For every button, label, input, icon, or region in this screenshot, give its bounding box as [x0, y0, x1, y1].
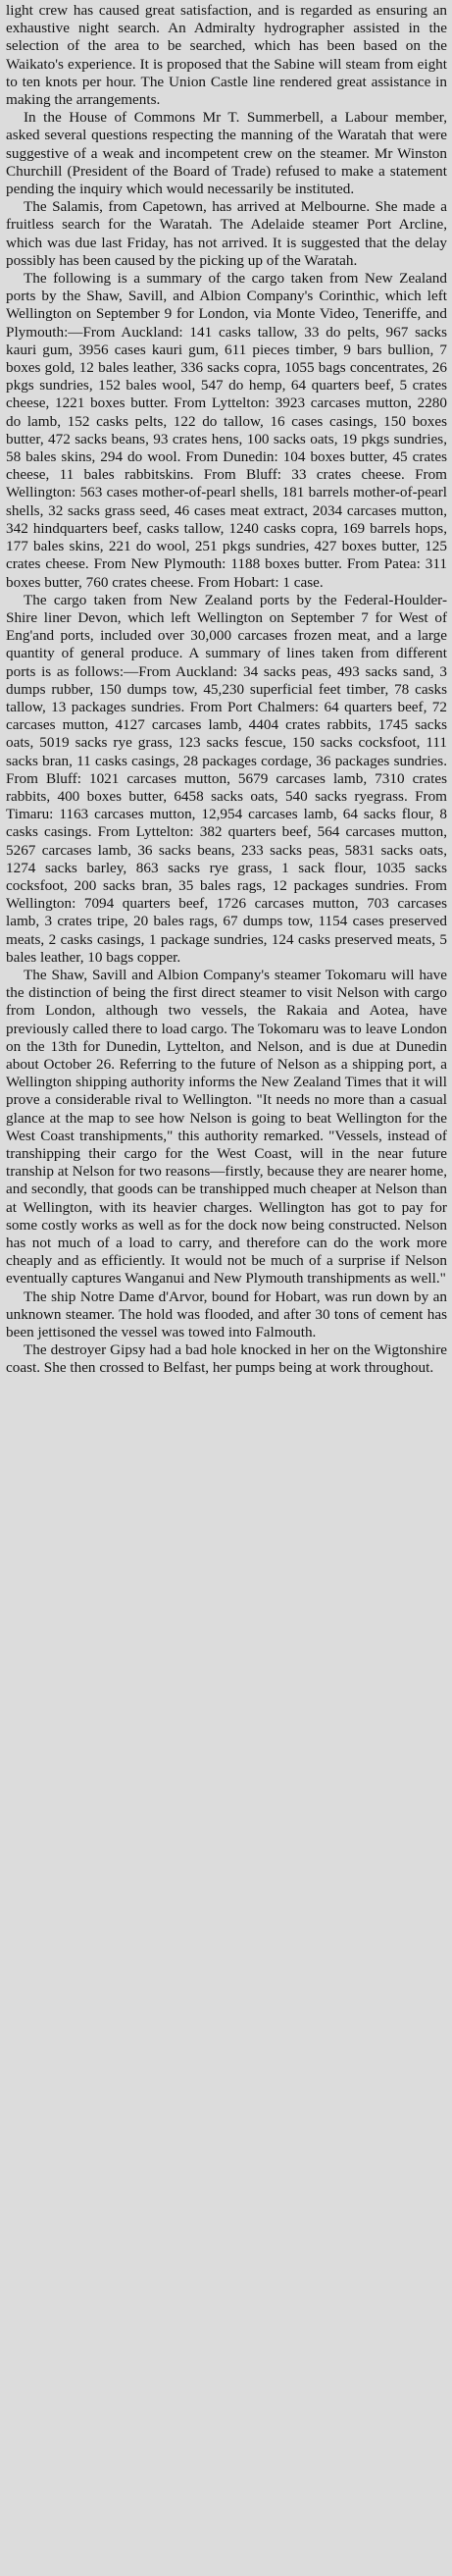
article-paragraph-devon-cargo: The cargo taken from New Zealand ports by the Federal-Houlder-Shire liner Devon, which left Wellington on September 7 for West of Eng'and ports, included over 30,000 carcases frozen meat, and a large quantity of general produce. A summary of lines taken from different ports is as follows:—From Auckland: 34 sacks peas, 493 sacks sand, 3 dumps rubber, 150 dumps tow, 45,230 superficial feet timber, 78 casks tallow, 13 packages sundries. From Port Chalmers: 64 quarters beef, 72 carcases mutton, 4127 carcases lamb, 4404 crates rabbits, 1745 sacks oats, 5019 sacks rye grass, 123 sacks fescue, 150 sacks cocksfoot, 111 sacks bran, 11 casks casings, 28 packages cordage, 36 packages sundries. From Bluff: 1021 carcases mutton, 5679 carcases lamb, 7310 crates rabbits, 400 boxes butter, 6458 sacks oats, 540 sacks ryegrass. From Timaru: 1163 carcases mutton, 12,954 carcases lamb, 64 sacks flour, 8 casks casings. From Lyttelton: 382 quarters beef, 564 carcases mutton, 5267 carcases lamb, 36 sacks beans, 233 sacks peas, 5831 sacks oats, 1274 sacks barley, 863 sacks rye grass, 1 sack flour, 1035 sacks cocksfoot, 200 sacks bran, 35 bales rags, 12 packages sundries. From Wellington: 7094 quarters beef, 1726 carcases mutton, 703 carcases lamb, 3 crates tripe, 20 bales rags, 67 dumps tow, 1154 cases preserved meats, 2 casks casings, 1 package sundries, 124 casks preserved meats, 5 bales leather, 10 bags copper. — [6, 591, 447, 966]
article-paragraph-tokomaru-nelson: The Shaw, Savill and Albion Company's steamer Tokomaru will have the distinction of being the first direct steamer to visit Nelson with cargo from London, although two vessels, the Rakaia and Aotea, have previously called there to load cargo. The Tokomaru was to leave London on the 13th for Dunedin, Lyttelton, and Nelson, and is due at Dunedin about October 26. Referring to the future of Nelson as a shipping port, a Wellington shipping authority informs the New Zealand Times that it will prove a considerable rival to Wellington. "It needs no more than a casual glance at the map to see how Nelson is going to beat Wellington for the West Coast transhipments," this authority remarked. "Vessels, instead of transhipping their cargo for the West Coast, will in the near future tranship at Nelson for two reasons—firstly, because they are nearer home, and secondly, that goods can be transhipped much cheaper at Nelson than at Wellington, with its heavier charges. Wellington has got to pay for some costly works as well as for the dock now being constructed. Nelson has not much of a load to carry, and therefore can do the work more cheaply and as efficiently. It would not be much of a surprise if Nelson eventually captures Wanganui and New Plymouth transhipments as well." — [6, 966, 447, 1288]
article-paragraph-house-of-commons: In the House of Commons Mr T. Summerbell, a Labour member, asked several questions respecting the manning of the Waratah that were suggestive of a weak and incompetent crew on the steamer. Mr Winston Churchill (President of the Board of Trade) refused to make a statement pending the inquiry which would necessarily be instituted. — [6, 109, 447, 198]
article-paragraph-notre-dame: The ship Notre Dame d'Arvor, bound for Hobart, was run down by an unknown steamer. The hold was flooded, and after 30 tons of cement has been jettisoned the vessel was towed into Falmouth. — [6, 1288, 447, 1341]
article-paragraph-corinthic-cargo: The following is a summary of the cargo taken from New Zealand ports by the Shaw, Savill, and Albion Company's Corinthic, which left Wellington on September 9 for London, via Monte Video, Teneriffe, and Plymouth:—From Auckland: 141 casks tallow, 33 do pelts, 967 sacks kauri gum, 3956 cases kauri gum, 611 pieces timber, 9 bars bullion, 7 boxes gold, 12 bales leather, 336 sacks copra, 1055 bags concentrates, 26 pkgs sundries, 152 bales wool, 547 do hemp, 64 quarters beef, 5 crates cheese, 1221 boxes butter. From Lyttelton: 3923 carcases mutton, 2280 do lamb, 152 casks pelts, 122 do tallow, 16 cases casings, 150 boxes butter, 472 sacks beans, 93 crates hens, 100 sacks oats, 19 pkgs sundries, 58 bales skins, 294 do wool. From Dunedin: 104 boxes butter, 45 crates cheese, 11 bales rabbitskins. From Bluff: 33 crates cheese. From Wellington: 563 cases mother-of-pearl shells, 181 barrels mother-of-pearl shells, 32 sacks grass seed, 46 cases meat extract, 2034 carcases mutton, 342 hindquarters beef, casks tallow, 1240 casks copra, 169 barrels hops, 177 bales skins, 221 do wool, 251 pkgs sundries, 427 boxes butter, 125 crates cheese. From New Plymouth: 1188 boxes butter. From Patea: 311 boxes butter, 760 crates cheese. From Hobart: 1 case. — [6, 270, 447, 591]
article-paragraph-salamis: The Salamis, from Capetown, has arrived at Melbourne. She made a fruitless search for the Waratah. The Adelaide steamer Port Arcline, which was due last Friday, has not arrived. It is suggested that the delay possibly has been caused by the picking up of the Waratah. — [6, 198, 447, 269]
article-paragraph-waratah-search: light crew has caused great satisfaction, and is regarded as ensuring an exhaustive night search. An Admiralty hydrographer assisted in the selection of the area to be searched, which has been based on the Waikato's experience. It is proposed that the Sabine will steam from eight to ten knots per hour. The Union Castle line rendered great assistance in making the arrangements. — [6, 2, 447, 109]
article-paragraph-gipsy: The destroyer Gipsy had a bad hole knocked in her on the Wigtonshire coast. She then crossed to Belfast, her pumps being at work throughout. — [6, 1341, 447, 1377]
